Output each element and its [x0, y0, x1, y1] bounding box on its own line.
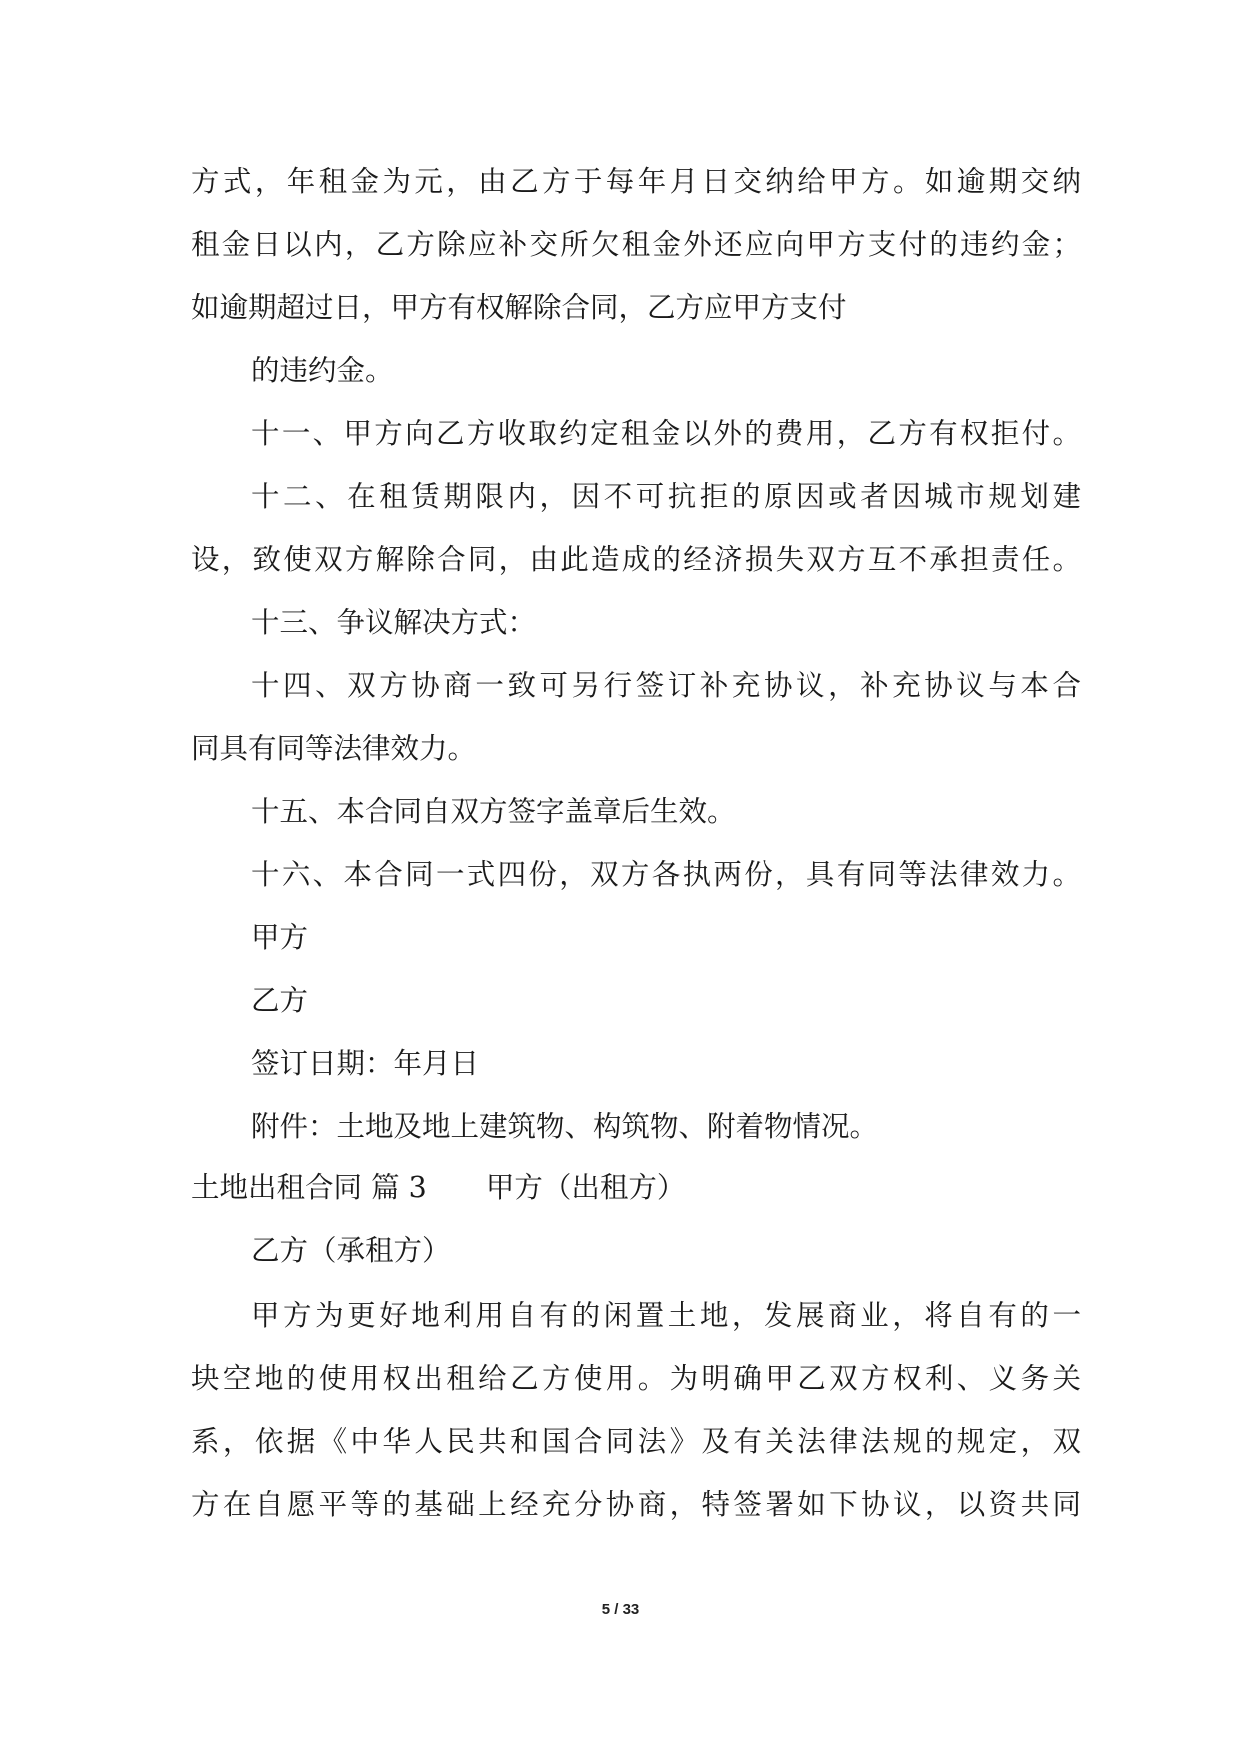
paragraph-line: 同具有同等法律效力。 [191, 732, 477, 765]
section-title: 土地出租合同 [191, 1171, 363, 1204]
clause-15: 十五、本合同自双方签字盖章后生效。 [251, 795, 736, 828]
paragraph-line: 租金日以内，乙方除应补交所欠租金外还应向甲方支付的违约金； [191, 228, 1081, 261]
section-part: 篇 3 [371, 1171, 427, 1204]
paragraph-line: 系，依据《中华人民共和国合同法》及有关法律法规的规定，双 [191, 1425, 1081, 1458]
attachment-note: 附件：土地及地上建筑物、构筑物、附着物情况。 [251, 1110, 879, 1143]
party-b-signature: 乙方 [251, 984, 309, 1017]
paragraph-line: 的违约金。 [251, 354, 394, 387]
clause-14: 十四、双方协商一致可另行签订补充协议，补充协议与本合 [251, 669, 1081, 702]
clause-11: 十一、甲方向乙方收取约定租金以外的费用，乙方有权拒付。 [251, 417, 1081, 450]
paragraph-line: 乙方（承租方） [251, 1234, 451, 1267]
section-party: 甲方（出租方） [485, 1171, 686, 1204]
paragraph-line: 方在自愿平等的基础上经充分协商，特签署如下协议，以资共同 [191, 1488, 1081, 1521]
clause-12: 十二、在租赁期限内，因不可抗拒的原因或者因城市规划建 [251, 480, 1081, 513]
clause-13: 十三、争议解决方式： [251, 606, 537, 639]
paragraph-line: 方式，年租金为元，由乙方于每年月日交纳给甲方。如逾期交纳 [191, 165, 1081, 198]
paragraph-line: 甲方为更好地利用自有的闲置土地，发展商业，将自有的一 [251, 1299, 1081, 1332]
paragraph-line: 设，致使双方解除合同，由此造成的经济损失双方互不承担责任。 [191, 543, 1081, 576]
paragraph-line: 如逾期超过日，甲方有权解除合同，乙方应甲方支付 [191, 291, 847, 324]
page-number: 5 / 33 [601, 1601, 640, 1618]
clause-16: 十六、本合同一式四份，双方各执两份，具有同等法律效力。 [251, 858, 1081, 891]
signing-date: 签订日期：年月日 [251, 1047, 480, 1080]
section-heading [191, 1162, 1081, 1214]
party-a-signature: 甲方 [251, 921, 309, 954]
paragraph-line: 块空地的使用权出租给乙方使用。为明确甲乙双方权利、义务关 [191, 1362, 1081, 1395]
